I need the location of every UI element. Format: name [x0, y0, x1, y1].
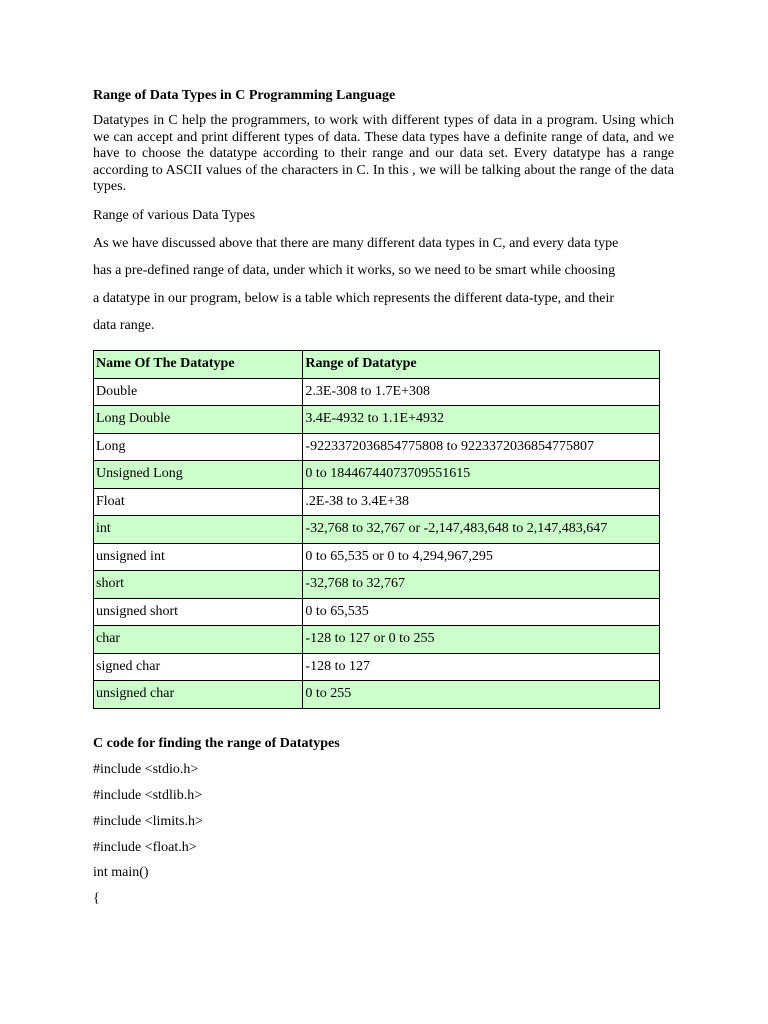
code-line: #include <stdio.h>	[93, 762, 199, 777]
code-line: #include <stdlib.h>	[93, 788, 203, 803]
datatype-name-cell: char	[94, 626, 303, 654]
datatype-name-cell: Long	[94, 433, 303, 461]
datatype-range-cell: -128 to 127	[303, 653, 660, 681]
table-row	[94, 488, 660, 516]
section-heading: Range of various Data Types	[93, 208, 256, 223]
code-heading: C code for finding the range of Datatypes	[93, 736, 340, 751]
intro-line: this , we will be talking about the range of the data types.	[93, 162, 675, 194]
discussion-line: data range.	[93, 317, 155, 333]
datatype-name-cell: unsigned short	[94, 598, 303, 626]
code-line: {	[93, 891, 100, 906]
document-title: Range of Data Types in C Programming Language	[93, 88, 396, 103]
datatype-range-cell: 2.3E-308 to 1.7E+308	[303, 378, 660, 406]
datatype-name-cell: unsigned int	[94, 543, 303, 571]
code-line: #include <float.h>	[93, 840, 197, 855]
datatype-range-table	[93, 350, 660, 709]
intro-line: Datatypes in C help the programmers, to work with different types of data in a program.	[93, 113, 598, 128]
datatype-range-cell: 0 to 18446744073709551615	[303, 461, 660, 489]
datatype-name-cell: Unsigned Long	[94, 461, 303, 489]
datatype-range-cell: 0 to 65,535 or 0 to 4,294,967,295	[303, 543, 660, 571]
discussion-line: As we have discussed above that there are many different data types in C, and every data type	[93, 236, 619, 251]
column-header-range: Range of Datatype	[303, 351, 660, 379]
discussion-line: a datatype in our program, below is a table which represents the different data-type, and their	[93, 290, 615, 306]
datatype-name-cell: short	[94, 571, 303, 599]
datatype-range-cell: 0 to 255	[303, 681, 660, 709]
discussion-line: has a pre-defined range of data, under which it works, so we need to be smart while choosing	[93, 263, 616, 279]
table-row	[94, 461, 660, 489]
datatype-name-cell: Double	[94, 378, 303, 406]
datatype-range-cell: -9223372036854775808 to 9223372036854775807	[303, 433, 660, 461]
table-row	[94, 378, 660, 406]
datatype-range-cell: 3.4E-4932 to 1.1E+4932	[303, 406, 660, 434]
table-row	[94, 598, 660, 626]
intro-line: Using which we can accept and print different types of data. These data types have a	[93, 113, 674, 145]
datatype-range-cell: -32,768 to 32,767	[303, 571, 660, 599]
table-row	[94, 626, 660, 654]
datatype-range-cell: .2E-38 to 3.4E+38	[303, 488, 660, 516]
code-line: #include <limits.h>	[93, 814, 203, 829]
datatype-name-cell: Float	[94, 488, 303, 516]
datatype-name-cell: int	[94, 516, 303, 544]
datatype-range-cell: -32,768 to 32,767 or -2,147,483,648 to 2,147,483,647	[303, 516, 660, 544]
table-row	[94, 571, 660, 599]
datatype-range-cell: 0 to 65,535	[303, 598, 660, 626]
column-header-name: Name Of The Datatype	[94, 351, 303, 379]
intro-paragraph	[93, 113, 674, 196]
datatype-range-cell: -128 to 127 or 0 to 255	[303, 626, 660, 654]
table-header-row	[94, 351, 660, 379]
discussion-paragraph	[93, 230, 675, 339]
intro-line: definite range of data, and we have to choose the datatype according to their range and our	[93, 129, 675, 161]
table-row	[94, 653, 660, 681]
datatype-name-cell: Long Double	[94, 406, 303, 434]
table-row	[94, 516, 660, 544]
table-row	[94, 543, 660, 571]
intro-line: data set. Every datatype has a range according to ASCII values of the characters in C. In	[93, 146, 675, 178]
table-row	[94, 406, 660, 434]
datatype-name-cell: signed char	[94, 653, 303, 681]
table-row	[94, 433, 660, 461]
code-line: int main()	[93, 865, 149, 880]
datatype-name-cell: unsigned char	[94, 681, 303, 709]
table-row	[94, 681, 660, 709]
